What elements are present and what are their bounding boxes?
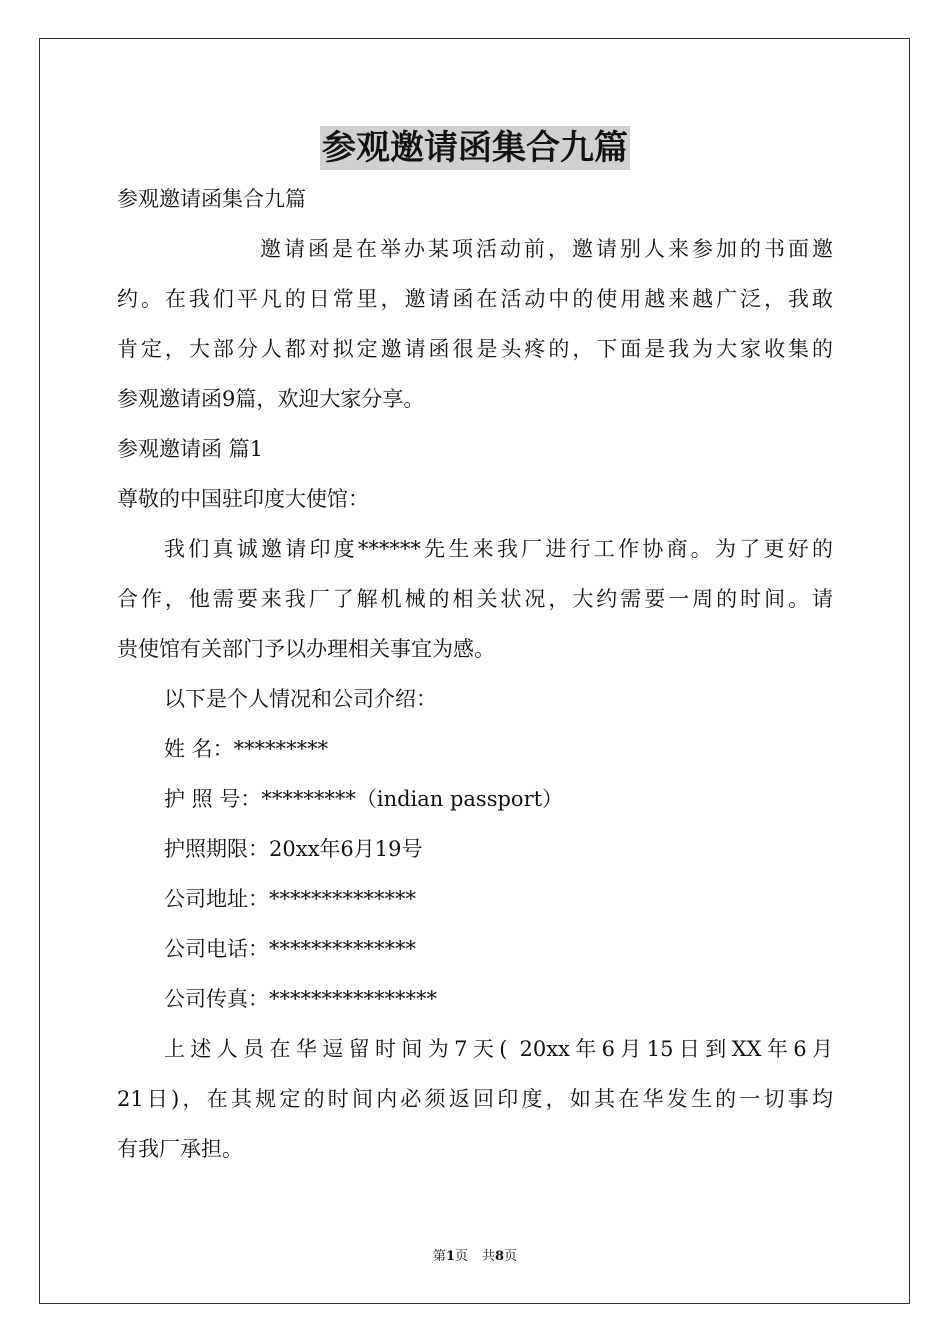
info-item-passport-expiry: 护照期限：20xx年6月19号	[164, 837, 423, 861]
paragraph-line: 21日)，在其规定的时间内必须返回印度，如其在华发生的一切事均	[117, 1087, 833, 1111]
paragraph-line: 贵使馆有关部门予以办理相关事宜为感。	[117, 637, 495, 661]
info-item-fax: 公司传真：****************	[164, 987, 437, 1011]
intro-line: 肯定，大部分人都对拟定邀请函很是头疼的，下面是我为大家收集的	[117, 337, 833, 361]
info-item-passport: 护 照 号：*********（indian passport）	[164, 787, 564, 811]
paragraph-line: 我们真诚邀请印度******先生来我厂进行工作协商。为了更好的	[164, 537, 833, 561]
salutation: 尊敬的中国驻印度大使馆：	[117, 487, 369, 511]
info-item-name: 姓 名：*********	[164, 737, 329, 761]
paragraph-line: 有我厂承担。	[117, 1137, 243, 1161]
footer-total-prefix: 共	[482, 1249, 496, 1264]
document-title: 参观邀请函集合九篇	[322, 128, 628, 168]
footer-page-number: 1	[445, 1249, 455, 1264]
info-intro: 以下是个人情况和公司介绍：	[164, 687, 437, 711]
info-item-address: 公司地址：**************	[164, 887, 416, 911]
intro-line: 约。在我们平凡的日常里，邀请函在活动中的使用越来越广泛，我敢	[117, 287, 833, 311]
footer-page-suffix: 页	[454, 1249, 468, 1264]
paragraph-line: 合作，他需要来我厂了解机械的相关状况，大约需要一周的时间。请	[117, 587, 833, 611]
section-heading: 参观邀请函 篇1	[117, 437, 264, 461]
footer-total-pages: 8	[495, 1249, 505, 1264]
footer-page-prefix: 第	[432, 1249, 446, 1264]
intro-line: 邀请函是在举办某项活动前，邀请别人来参加的书面邀	[260, 237, 833, 261]
info-item-phone: 公司电话：**************	[164, 937, 416, 961]
subtitle: 参观邀请函集合九篇	[117, 187, 306, 211]
footer-total-suffix: 页	[504, 1249, 518, 1264]
document-body	[117, 177, 833, 1177]
title-wrap	[0, 126, 950, 170]
page-footer	[0, 1245, 950, 1264]
paragraph-line: 上述人员在华逗留时间为7天( 20xx年6月15日到XX年6月	[164, 1037, 833, 1061]
intro-line: 参观邀请函9篇，欢迎大家分享。	[117, 387, 425, 411]
